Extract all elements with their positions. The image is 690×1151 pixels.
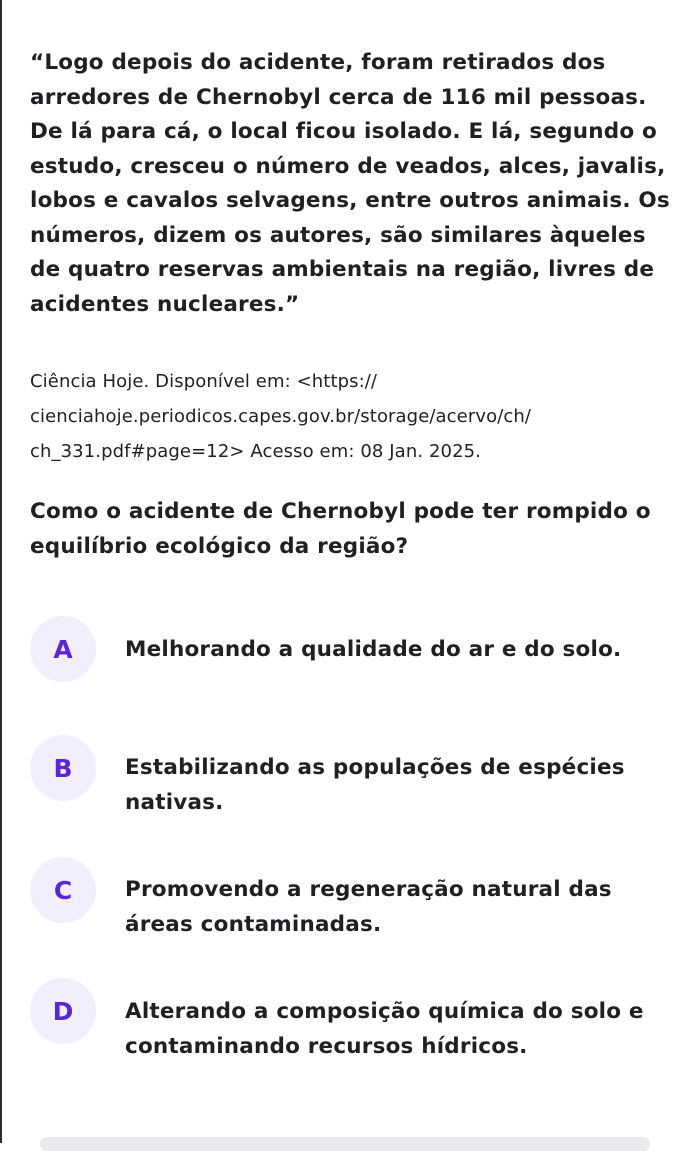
bottom-scroll-bar [40,1137,650,1151]
option-a[interactable] [30,616,670,696]
option-c-text[interactable]: Promovendo a regeneração natural das áreas contaminadas. [125,877,612,937]
source-line-3: ch_331.pdf#page=12> Acesso em: 08 Jan. 2025. [30,441,481,462]
left-border [0,0,2,1143]
option-d-badge[interactable]: D [30,978,96,1044]
option-c[interactable] [30,857,670,937]
option-b[interactable] [30,735,670,815]
source-line-2: cienciahoje.periodicos.capes.gov.br/storage/acervo/ch/ [30,406,532,427]
option-d[interactable] [30,978,670,1058]
option-c-badge[interactable]: C [30,857,96,923]
option-b-badge[interactable]: B [30,735,96,801]
option-b-text[interactable]: Estabilizando as populações de espécies nativas. [125,755,625,815]
source-line-1: Ciência Hoje. Disponível em: <https:// [30,371,378,392]
quote-text: “Logo depois do acidente, foram retirados dos arredores de Chernobyl cerca de 116 mil pessoas. De lá para cá, o local ficou isolado. E lá, segundo o estudo, cresceu o número de veados, alces, javalis, lobos e cavalos selvagens, entre outros animais. Os números, dizem os autores, são similares àqueles de quatro reservas ambientais na região, livres de acidentes nucleares.” [30,50,670,317]
option-a-badge[interactable]: A [30,616,96,682]
source-citation [30,364,670,469]
question-text: Como o acidente de Chernobyl pode ter rompido o equilíbrio ecológico da região? [30,499,651,559]
option-a-text[interactable]: Melhorando a qualidade do ar e do solo. [125,637,622,662]
option-d-text[interactable]: Alterando a composição química do solo e contaminando recursos hídricos. [125,999,644,1059]
